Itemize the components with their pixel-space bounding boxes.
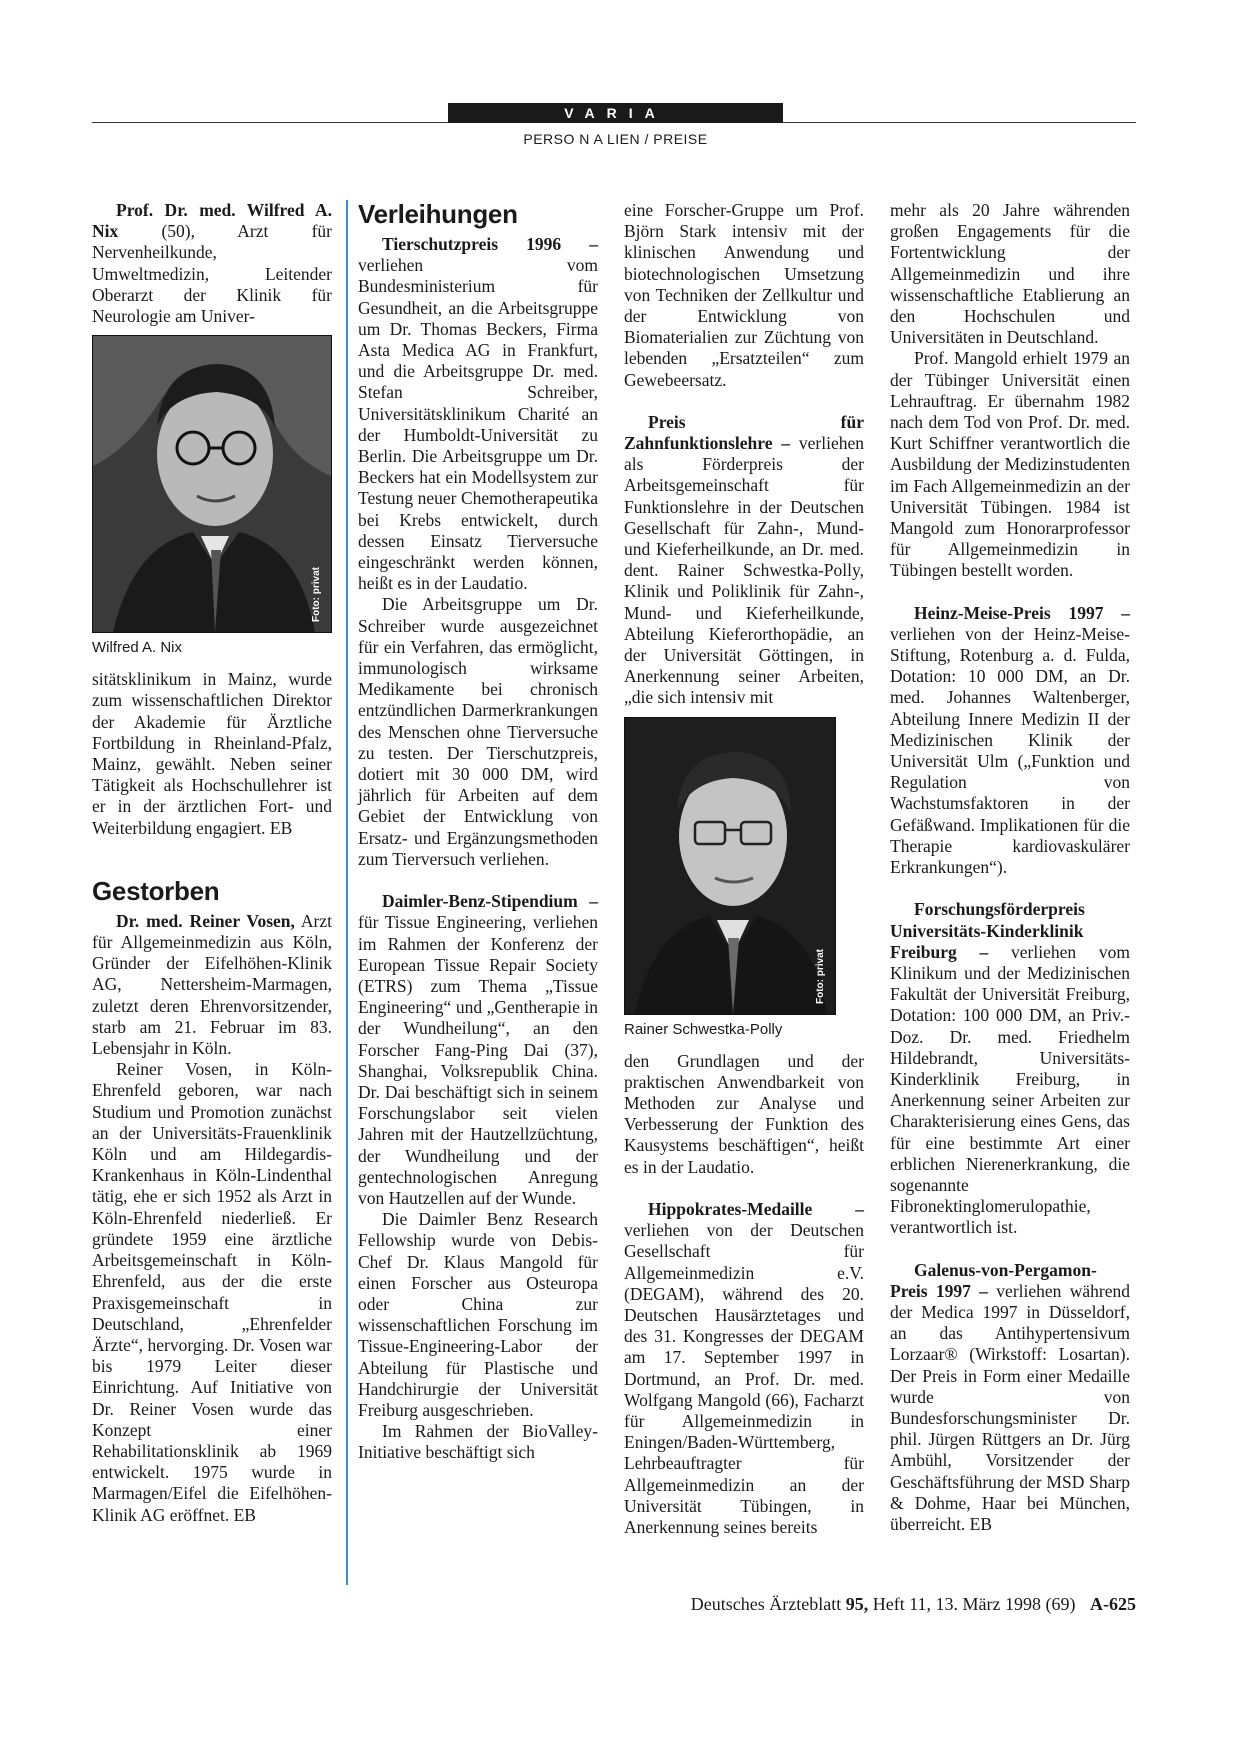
person-name: Dr. med. Reiner Vosen, [116,910,295,931]
person-name: Prof. Dr. med. Wilfred A. Nix [92,200,332,242]
article-tierschutzpreis-continued: Die Arbeitsgruppe um Dr. Schreiber wurde ausgezeichnet für ein Verfahren, das ermöglicht, immunologisch wirksame Medikamente bei chronisch entzündlichen Darmerkrankungen des Menschen ohne Tierversuche zu testen. Der Tierschutzpreis, dotiert mit 30 000 DM, wird jährlich für Arbeiten auf dem Gebiet der Entwicklung von Ersatz- und Ergänzungsmethoden zum Tierversuch verliehen. [358,594,598,869]
article-vosen: Dr. med. Reiner Vosen, Arzt für Allgemeinmedizin aus Köln, Gründer der Eifelhöhen-Klinik AG, Nettersheim-Marmagen, zuletzt deren Ehrenvorsitzender, starb am 21. Februar im 83. Lebensjahr in Köln. [92,910,332,1059]
article-nix: Prof. Dr. med. Wilfred A. Nix (50), Arzt für Nervenheilkunde, Umweltmedizin, Leitender Oberarzt der Klinik für Neurologie am Univer- [92,200,332,327]
article-galenus-preis: Galenus-von-Pergamon-Preis 1997 – verliehen während der Medica 1997 in Düsseldorf, an das Antihypertensivum Lorzaar® (Wirkstoff: Losartan). Der Preis in Form einer Medaille wurde von Bundesforschungsminister Dr. phil. Jürgen Rüttgers an Dr. Jürg Ambühl, Vorsitzender der Geschäftsführung der MSD Sharp & Dohme, Haar bei München, überreicht. EB [890,1259,1130,1534]
page-number: A-625 [1090,1594,1136,1614]
article-daimler-benz: Daimler-Benz-Stipendium – für Tissue Engineering, verliehen im Rahmen der Konferenz der European Tissue Repair Society (ETRS) zum Thema „Tissue Engineering“ und „Gentherapie in der Wundheilung“, an den Forscher Fang-Ping Dai (37), Shanghai, Volksrepublik China. Dr. Dai beschäftigt sich in seinem Forschungslabor seit vielen Jahren mit der Hautzellzüchtung, der Wundheilung und der gentechnologischen Anregung von Hautzellen auf der Wunde. [358,891,598,1208]
section-title-verleihungen: Verleihungen [358,199,518,229]
portrait-illustration [625,718,835,1014]
award-title: Daimler-Benz-Stipendium – [382,891,598,912]
article-zahnfunktionslehre: Preis für Zahnfunktionslehre – verliehen als Förderpreis der Arbeitsgemeinschaft für Funktionslehre in der Deutschen Gesellschaft für Zahn-, Mund- und Kieferheilkunde, an Dr. med. dent. Rainer Schwestka-Polly, Klinik und Poliklinik für Zahn-, Mund- und Kieferheilkunde, Abteilung Kieferorthopädie, an der Universität Göttingen, in Anerkennung seiner Arbeiten, „die sich intensiv mit [624,411,864,708]
photo-credit: Foto: privat [310,567,322,623]
award-title: Heinz-Meise-Preis 1997 – [914,602,1130,623]
article-zahnfunktionslehre-continued: den Grundlagen und der praktischen Anwendbarkeit von Methoden zur Analyse und Verbesserung der Funktion des Kausystems beschäftigen“, heißt es in der Laudatio. [624,1050,864,1177]
article-tierschutzpreis: Tierschutzpreis 1996 – verliehen vom Bundesministerium für Gesundheit, an die Arbeitsgruppe um Dr. Thomas Beckers, Firma Asta Medica AG in Frankfurt, und die Arbeitsgruppe Dr. med. Stefan Schreiber, Universitätsklinikum Charité an der Humboldt-Universität zu Berlin. Die Arbeitsgruppe um Dr. Beckers hat ein Modellsystem zur Testung neuer Chemotherapeutika bei Krebs entwickelt, durch dessen Einsatz Tierversuche eingeschränkt werden können, heißt es in der Laudatio. [358,234,598,594]
photo-credit: Foto: privat [814,948,826,1004]
photo-caption: Rainer Schwestka-Polly [624,1020,783,1038]
portrait-illustration [93,336,331,632]
journal-issue: Heft 11, 13. März 1998 (69) [872,1594,1076,1614]
portrait-photo-nix [92,335,332,633]
article-hippokrates-medaille: Hippokrates-Medaille – verliehen von der Deutschen Gesellschaft für Allgemeinmedizin e.V. (DEGAM), während des 20. Deutschen Hausärztetages und des 31. Kongresses der DEGAM am 17. September 1997 in Dortmund, an Prof. Dr. med. Wolfgang Mangold (66), Facharzt für Allgemeinmedizin in Eningen/Baden-Württemberg, Lehrbeauftragter für Allgemeinmedizin an der Universität Tübingen, in Anerkennung seines bereits [624,1198,864,1537]
award-title: Tierschutzpreis 1996 – [382,234,598,254]
column-divider [346,200,348,1585]
column-1 [92,200,332,1526]
award-title: Galenus-von-Pergamon-Preis 1997 – [890,1259,1097,1301]
article-nix-continued: sitätsklinikum in Mainz, wurde zum wissenschaftlichen Direktor der Akademie für Ärztliche Fortbildung in Rheinland-Pfalz, Mainz, gewählt. Neben seiner Tätigkeit als Hochschullehrer ist er in der ärztlichen Fort- und Weiterbildung engagiert. EB [92,669,332,838]
award-title: Preis für Zahnfunktionslehre – [624,411,864,454]
article-forschungsfoerderpreis: Forschungsförderpreis Universitäts-Kinderklinik Freiburg – verliehen vom Klinikum und der Medizinischen Fakultät der Universität Freiburg, Dotation: 100 000 DM, an Priv.-Doz. Dr. med. Friedhelm Hildebrandt, Universitäts-Kinderklinik Freiburg, in Anerkennung seiner Arbeiten zur Charakterisierung eines Gens, das für eine bestimmte Art einer erblichen Nierenerkrankung, die sogenannte Fibronektinglomerulopathie, verantwortlich ist. [890,899,1130,1238]
subsection-header: PERSO N A LIEN / PREISE [523,131,708,147]
award-title: Forschungsförderpreis Universitäts-Kinderklinik Freiburg – [890,899,1085,962]
column-2 [358,200,598,1464]
page-footer [691,1594,1136,1615]
article-heinz-meise-preis: Heinz-Meise-Preis 1997 – verliehen von der Heinz-Meise-Stiftung, Rotenburg a. d. Fulda, Dotation: 10 000 DM, an Dr. med. Johannes Waltenberger, Abteilung Innere Medizin II der Medizinischen Klinik der Universität Ulm („Funktion und Regulation von Wachstumsfaktoren in der Gefäßwand. Implikationen für die Therapie kardiovaskulärer Erkrankungen“). [890,602,1130,878]
section-title-gestorben: Gestorben [92,875,220,906]
article-biovalley-continued: eine Forscher-Gruppe um Prof. Björn Stark intensiv mit der klinischen Anwendung und biotechnologischen Umsetzung von Techniken der Zellkultur und der Entwicklung von Biomaterialien zur Züchtung von lebenden „Ersatzteilen“ zum Gewebeersatz. [624,200,864,390]
column-3 [624,200,864,1538]
article-biovalley: Im Rahmen der BioValley-Initiative beschäftigt sich [358,1421,598,1463]
portrait-photo-schwestka-polly [624,717,836,1015]
article-vosen-biography: Reiner Vosen, in Köln-Ehrenfeld geboren, war nach Studium und Promotion zunächst an der Universitäts-Frauenklinik Köln und am Hildegardis-Krankenhaus in Köln-Lindenthal tätig, ehe er sich 1952 als Arzt in Köln-Ehrenfeld niederließ. Er gründete 1959 eine ärztliche Arbeitsgemeinschaft in Köln-Ehrenfeld, aus der die erste Praxisgemeinschaft in Deutschland, „Ehrenfelder Ärzte“, hervorging. Dr. Vosen war bis 1979 Leiter dieser Einrichtung. Auf Initiative von Dr. Reiner Vosen wurde das Konzept einer Rehabilitationsklinik ab 1969 entwickelt. 1975 wurde in Marmagen/Eifel die Eifelhöhen-Klinik AG eröffnet. EB [92,1059,332,1525]
article-mangold: Prof. Mangold erhielt 1979 an der Tübinger Universität einen Lehrauftrag. Er übernahm 1982 nach dem Tod von Prof. Dr. med. Kurt Schiffner verantwortlich die Ausbildung der Medizinstudenten im Fach Allgemeinmedizin an der Universität Tübingen. 1984 ist Mangold zum Honorarprofessor für Allgemeinmedizin in Tübingen bestellt worden. [890,348,1130,581]
journal-name: Deutsches Ärzteblatt [690,1594,842,1614]
article-daimler-benz-fellowship: Die Daimler Benz Research Fellowship wurde von Debis-Chef Dr. Klaus Mangold für einen Forscher aus Osteuropa oder China zur wissenschaftlichen Forschung im Tissue-Engineering-Labor der Abteilung für Plastische und Handchirurgie der Universität Freiburg ausgeschrieben. [358,1209,598,1420]
photo-caption: Wilfred A. Nix [92,639,183,657]
journal-volume: 95, [845,1594,869,1614]
article-hippokrates-continued: mehr als 20 Jahre währenden großen Engagements für die Fortentwicklung der Allgemeinmedizin und ihre wissenschaftliche Etablierung an den Hochschulen und Universitäten in Deutschland. [890,200,1130,348]
section-header: VARIA [448,103,783,123]
award-title: Hippokrates-Medaille – [648,1198,864,1219]
column-4 [890,200,1130,1535]
